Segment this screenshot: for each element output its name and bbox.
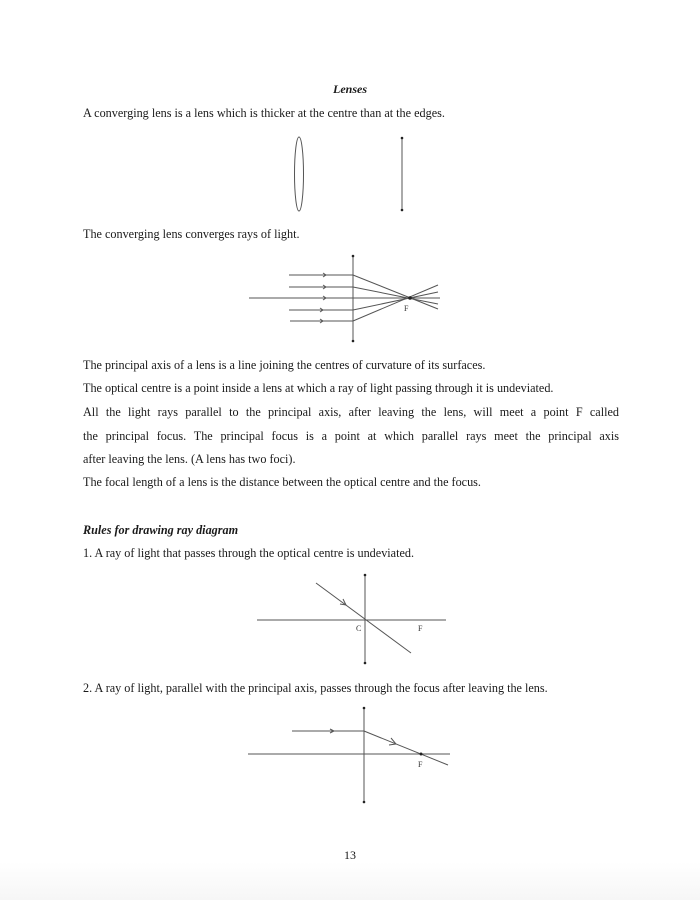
rule1-diagram [250, 570, 450, 670]
focus-label: F [418, 624, 423, 633]
focus-label: F [404, 304, 409, 313]
rule2-diagram [240, 700, 460, 810]
converges-text: The converging lens converges rays of light. [83, 227, 300, 241]
focus-label: F [418, 760, 423, 769]
paragraph-principal-focus: the principal focus. The principal focus is a point at which parallel rays meet the principal axis [83, 429, 619, 443]
paragraph-principal-axis: The principal axis of a lens is a line joining the centres of curvature of its surfaces. [83, 358, 486, 372]
lens-symbols-diagram [270, 125, 430, 225]
converging-rays-diagram [240, 245, 460, 350]
paragraph-two-foci: after leaving the lens. (A lens has two foci). [83, 452, 296, 466]
refracted-ray [353, 275, 438, 309]
centre-label: C [356, 624, 362, 633]
intro-text: A converging lens is a lens which is thicker at the centre than at the edges. [83, 106, 445, 120]
rule-1-text: 1. A ray of light that passes through the optical centre is undeviated. [83, 546, 415, 560]
paragraph-focal-length: The focal length of a lens is the distance between the optical centre and the focus. [83, 475, 481, 489]
page-title: Lenses [333, 82, 367, 96]
rule-2-text: 2. A ray of light, parallel with the principal axis, passes through the focus after leaving the lens. [83, 681, 548, 695]
refracted-ray [364, 731, 448, 765]
biconvex-lens-shape [295, 137, 304, 211]
page-number: 13 [344, 848, 356, 862]
ray-arrow [340, 599, 346, 605]
paragraph-optical-centre: The optical centre is a point inside a lens at which a ray of light passing through it is undeviated. [83, 381, 554, 395]
undeviated-ray [316, 583, 411, 653]
rules-heading: Rules for drawing ray diagram [83, 523, 239, 537]
refracted-ray [353, 285, 438, 321]
paragraph-parallel-rays: All the light rays parallel to the principal axis, after leaving the lens, will meet a point F called [83, 405, 619, 419]
